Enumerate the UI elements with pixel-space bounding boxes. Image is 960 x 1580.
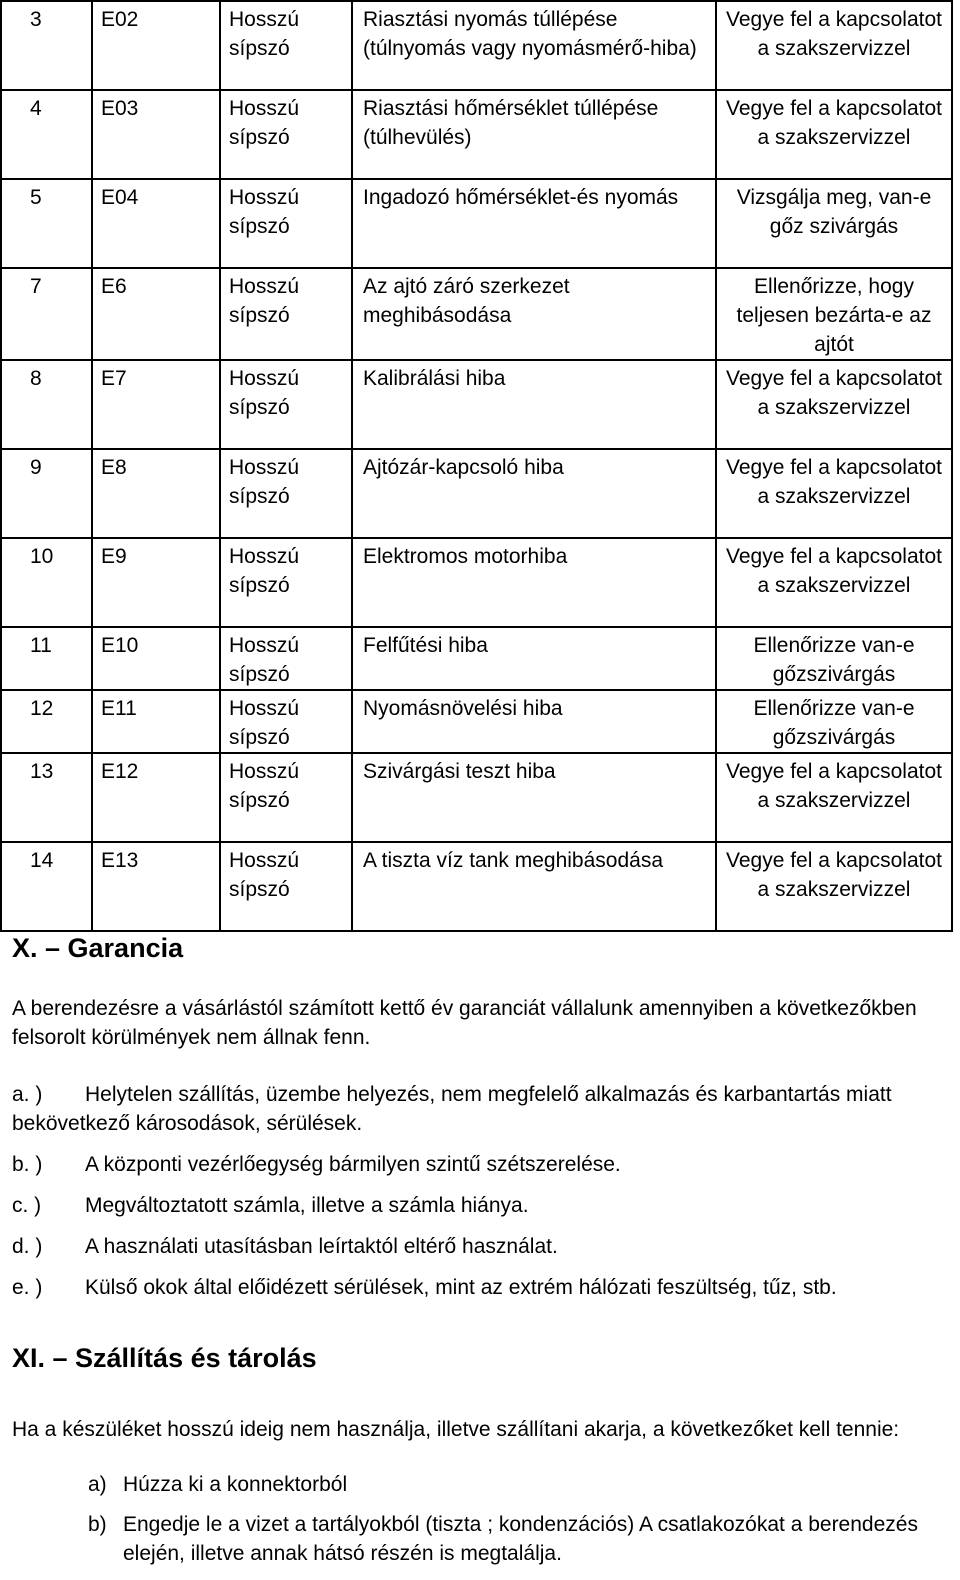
error-action: Ellenőrizze van-e gőzszivárgás [716, 690, 952, 753]
error-description: Riasztási nyomás túllépése (túlnyomás vagy nyomásmérő-hiba) [352, 1, 716, 90]
item-text: Engedje le a vizet a tartályokból (tiszta ; kondenzációs) A csatlakozókat a berendezés elején, illetve annak hátsó részén is megtalálja. [123, 1513, 918, 1565]
error-action: Vegye fel a kapcsolatot a szakszervizzel [716, 90, 952, 179]
warranty-item [12, 1191, 942, 1220]
row-number: 8 [1, 360, 92, 449]
transport-heading: XI. – Szállítás és tárolás [12, 1343, 317, 1373]
row-number: 4 [1, 90, 92, 179]
warranty-heading: X. – Garancia [12, 933, 184, 963]
error-code: E6 [92, 268, 220, 360]
error-description: Kalibrálási hiba [352, 360, 716, 449]
error-code: E9 [92, 538, 220, 627]
row-number: 14 [1, 842, 92, 931]
error-action: Vegye fel a kapcsolatot a szakszervizzel [716, 842, 952, 931]
warranty-item [12, 1150, 942, 1179]
item-text: Helytelen szállítás, üzembe helyezés, nem megfelelő alkalmazás és karbantartás miatt bekövetkező károsodások, sérülések. [12, 1083, 892, 1135]
error-code: E12 [92, 753, 220, 842]
error-action: Vegye fel a kapcsolatot a szakszervizzel [716, 449, 952, 538]
error-action: Ellenőrizze van-e gőzszivárgás [716, 627, 952, 690]
error-code: E8 [92, 449, 220, 538]
error-description: Ajtózár-kapcsoló hiba [352, 449, 716, 538]
error-action: Ellenőrizze, hogy teljesen bezárta-e az ajtót [716, 268, 952, 360]
warranty-intro: A berendezésre a vásárlástól számított kettő év garanciát vállalunk amennyiben a következőkben felsorolt körülmények nem állnak fenn. [12, 997, 917, 1049]
signal-mode: Hosszú sípszó [220, 360, 352, 449]
error-description: Riasztási hőmérséklet túllépése (túlhevülés) [352, 90, 716, 179]
error-description: Elektromos motorhiba [352, 538, 716, 627]
signal-mode: Hosszú sípszó [220, 90, 352, 179]
table-row [1, 842, 952, 931]
item-label: a. ) [12, 1083, 43, 1106]
signal-mode: Hosszú sípszó [220, 627, 352, 690]
error-description: Ingadozó hőmérséklet-és nyomás [352, 179, 716, 268]
table-row [1, 268, 952, 360]
transport-intro: Ha a készüléket hosszú ideig nem használja, illetve szállítani akarja, a következőket kell tennie: [12, 1418, 900, 1441]
error-code: E7 [92, 360, 220, 449]
error-code: E03 [92, 90, 220, 179]
row-number: 13 [1, 753, 92, 842]
signal-mode: Hosszú sípszó [220, 268, 352, 360]
signal-mode: Hosszú sípszó [220, 842, 352, 931]
item-text: A használati utasításban leírtaktól eltérő használat. [85, 1235, 558, 1258]
error-description: A tiszta víz tank meghibásodása [352, 842, 716, 931]
error-description: Felfűtési hiba [352, 627, 716, 690]
error-action: Vegye fel a kapcsolatot a szakszervizzel [716, 360, 952, 449]
error-description: Szivárgási teszt hiba [352, 753, 716, 842]
row-number: 10 [1, 538, 92, 627]
error-code: E11 [92, 690, 220, 753]
error-code: E13 [92, 842, 220, 931]
error-code: E04 [92, 179, 220, 268]
error-description: Nyomásnövelési hiba [352, 690, 716, 753]
item-text: Húzza ki a konnektorból [123, 1473, 348, 1496]
warranty-item [12, 1273, 942, 1302]
signal-mode: Hosszú sípszó [220, 449, 352, 538]
table-row [1, 90, 952, 179]
row-number: 5 [1, 179, 92, 268]
error-action: Vegye fel a kapcsolatot a szakszervizzel [716, 1, 952, 90]
table-row [1, 179, 952, 268]
transport-item [88, 1510, 938, 1568]
table-row [1, 753, 952, 842]
warranty-item [12, 1232, 942, 1261]
signal-mode: Hosszú sípszó [220, 1, 352, 90]
row-number: 7 [1, 268, 92, 360]
signal-mode: Hosszú sípszó [220, 538, 352, 627]
error-action: Vegye fel a kapcsolatot a szakszervizzel [716, 753, 952, 842]
warranty-item [12, 1080, 942, 1138]
item-text: Megváltoztatott számla, illetve a számla hiánya. [85, 1194, 529, 1217]
item-label: b) [88, 1513, 107, 1536]
item-label: d. ) [12, 1235, 43, 1258]
item-label: a) [88, 1473, 107, 1496]
table-row [1, 538, 952, 627]
error-code: E10 [92, 627, 220, 690]
table-row [1, 449, 952, 538]
item-text: Külső okok által előidézett sérülések, mint az extrém hálózati feszültség, tűz, stb. [85, 1276, 837, 1299]
table-row [1, 360, 952, 449]
row-number: 3 [1, 1, 92, 90]
item-label: b. ) [12, 1153, 43, 1176]
item-label: c. ) [12, 1194, 42, 1217]
table-row [1, 627, 952, 690]
item-label: e. ) [12, 1276, 43, 1299]
signal-mode: Hosszú sípszó [220, 753, 352, 842]
row-number: 11 [1, 627, 92, 690]
table-row [1, 1, 952, 90]
error-action: Vizsgálja meg, van-e gőz szivárgás [716, 179, 952, 268]
table-row [1, 690, 952, 753]
row-number: 12 [1, 690, 92, 753]
error-action: Vegye fel a kapcsolatot a szakszervizzel [716, 538, 952, 627]
signal-mode: Hosszú sípszó [220, 179, 352, 268]
item-text: A központi vezérlőegység bármilyen szintű szétszerelése. [85, 1153, 621, 1176]
transport-item [88, 1470, 938, 1499]
signal-mode: Hosszú sípszó [220, 690, 352, 753]
error-code: E02 [92, 1, 220, 90]
row-number: 9 [1, 449, 92, 538]
error-description: Az ajtó záró szerkezet meghibásodása [352, 268, 716, 360]
